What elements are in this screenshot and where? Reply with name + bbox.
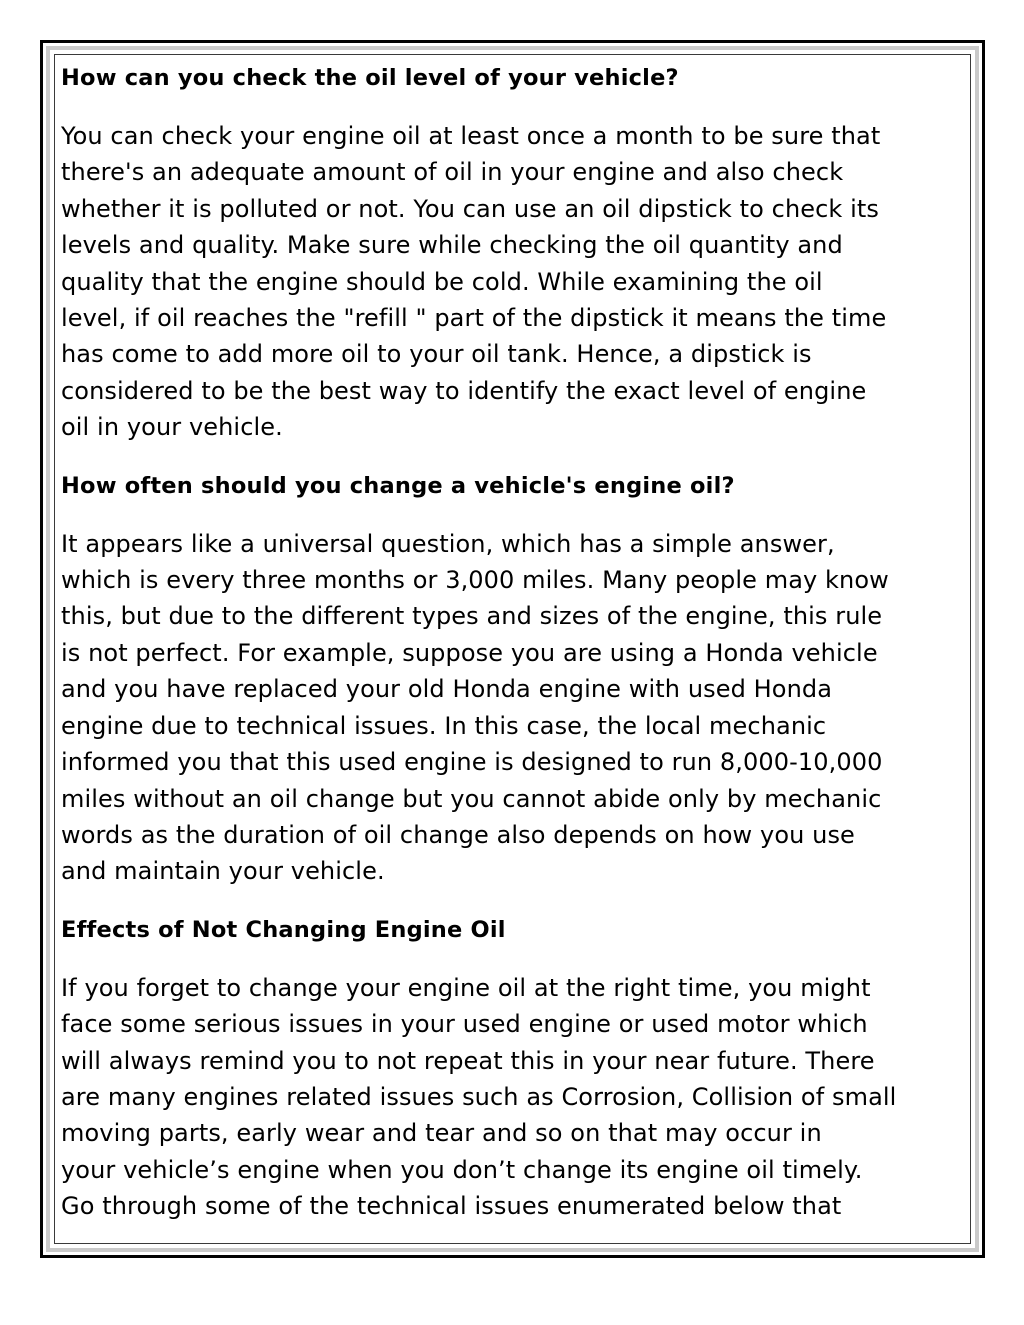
paragraph-line: It appears like a universal question, which has a simple answer, bbox=[61, 529, 835, 558]
section-heading-effects-not-changing-oil bbox=[61, 912, 965, 948]
paragraph-line: and maintain your vehicle. bbox=[61, 857, 385, 886]
paragraph-line: engine due to technical issues. In this case, the local mechanic bbox=[61, 711, 827, 740]
heading-text: How often should you change a vehicle's engine oil? bbox=[61, 472, 735, 499]
document-body bbox=[61, 60, 965, 1247]
heading-text: How can you check the oil level of your vehicle? bbox=[61, 65, 679, 91]
paragraph-line: whether it is polluted or not. You can use an oil dipstick to check its bbox=[61, 194, 880, 223]
paragraph-line: will always remind you to not repeat this in your near future. There bbox=[61, 1046, 875, 1075]
paragraph-line: levels and quality. Make sure while checking the oil quantity and bbox=[61, 231, 843, 260]
paragraph-line: If you forget to change your engine oil at the right time, you might bbox=[61, 973, 871, 1002]
paragraph-line: level, if oil reaches the "refill " part of the dipstick it means the time bbox=[61, 304, 887, 333]
paragraph-line: informed you that this used engine is designed to run 8,000-10,000 bbox=[61, 748, 883, 777]
paragraph-line: words as the duration of oil change also depends on how you use bbox=[61, 820, 855, 849]
paragraph-line: your vehicle’s engine when you don’t change its engine oil timely. bbox=[61, 1155, 863, 1184]
section-heading-oil-change-frequency bbox=[61, 468, 965, 504]
paragraph-line: miles without an oil change but you cannot abide only by mechanic bbox=[61, 784, 882, 813]
paragraph-line: has come to add more oil to your oil tank. Hence, a dipstick is bbox=[61, 340, 812, 369]
paragraph-line: You can check your engine oil at least once a month to be sure that bbox=[61, 122, 881, 150]
paragraph-line: face some serious issues in your used engine or used motor which bbox=[61, 1010, 868, 1039]
section-paragraph-oil-change-frequency bbox=[61, 526, 965, 890]
paragraph-line: considered to be the best way to identify the exact level of engine bbox=[61, 376, 867, 405]
section-paragraph-check-oil-level bbox=[61, 118, 965, 446]
paragraph-line: is not perfect. For example, suppose you are using a Honda vehicle bbox=[61, 638, 878, 667]
paragraph-line: which is every three months or 3,000 miles. Many people may know bbox=[61, 566, 889, 595]
section-heading-check-oil-level bbox=[61, 60, 965, 96]
paragraph-line: moving parts, early wear and tear and so on that may occur in bbox=[61, 1119, 822, 1148]
paragraph-line: Go through some of the technical issues enumerated below that bbox=[61, 1192, 842, 1221]
paragraph-line: oil in your vehicle. bbox=[61, 413, 283, 442]
paragraph-line: there's an adequate amount of oil in your engine and also check bbox=[61, 158, 844, 187]
section-paragraph-effects-not-changing-oil bbox=[61, 970, 965, 1225]
paragraph-line: this, but due to the different types and sizes of the engine, this rule bbox=[61, 602, 883, 631]
heading-text: Effects of Not Changing Engine Oil bbox=[61, 916, 506, 943]
paragraph-line: quality that the engine should be cold. While examining the oil bbox=[61, 267, 823, 296]
paragraph-line: are many engines related issues such as Corrosion, Collision of small bbox=[61, 1082, 897, 1111]
paragraph-line: and you have replaced your old Honda engine with used Honda bbox=[61, 675, 833, 704]
